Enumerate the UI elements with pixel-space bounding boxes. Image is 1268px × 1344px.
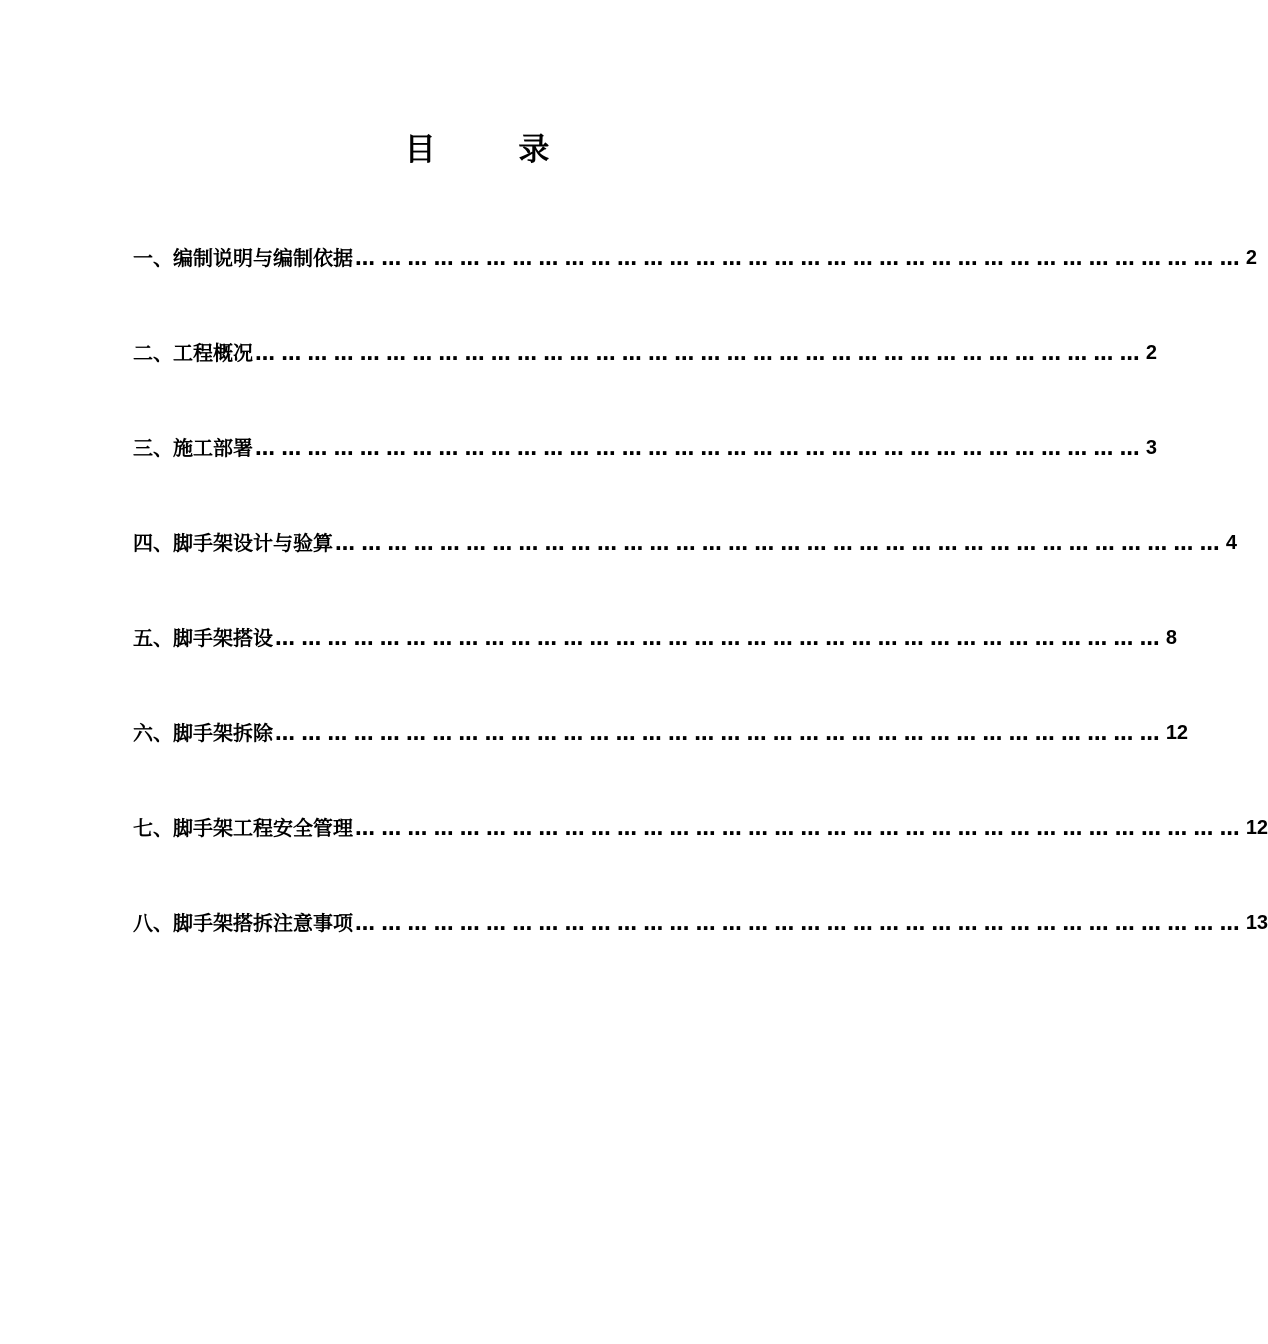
- toc-entry-label: 四、脚手架设计与验算: [133, 531, 333, 555]
- toc-page-number: 13: [1245, 912, 1268, 934]
- toc-entry-8[interactable]: [133, 908, 1268, 938]
- toc-leader-dots: …………………………………………………………………………………………: [275, 721, 1166, 745]
- toc-entry-label: 六、脚手架拆除: [133, 721, 273, 745]
- toc-entry-label: 八、脚手架搭拆注意事项: [133, 911, 353, 935]
- toc-entry-6[interactable]: [133, 718, 1189, 748]
- toc-entry-label: 七、脚手架工程安全管理: [133, 816, 353, 840]
- toc-entry-3[interactable]: [133, 433, 1157, 463]
- toc-entry-label: 五、脚手架搭设: [133, 626, 273, 650]
- toc-entry-label: 二、工程概况: [133, 341, 253, 365]
- toc-leader-dots: …………………………………………………………………………………………: [275, 626, 1166, 650]
- toc-page-number: 2: [1245, 247, 1257, 269]
- toc-leader-dots: …………………………………………………………………………………………: [355, 246, 1246, 270]
- toc-page-number: 3: [1145, 437, 1157, 459]
- page-title: 目 录: [404, 132, 586, 168]
- toc-leader-dots: …………………………………………………………………………………………: [255, 436, 1146, 460]
- toc-page-number: 12: [1165, 722, 1189, 744]
- toc-entry-label: 三、施工部署: [133, 436, 253, 460]
- toc-page-number: 8: [1165, 627, 1177, 649]
- toc-leader-dots: …………………………………………………………………………………………: [335, 531, 1226, 555]
- toc-leader-dots: …………………………………………………………………………………………: [355, 911, 1246, 935]
- toc-entry-5[interactable]: [133, 623, 1177, 653]
- toc-leader-dots: …………………………………………………………………………………………: [255, 341, 1146, 365]
- toc-entry-7[interactable]: [133, 813, 1268, 843]
- toc-entry-1[interactable]: [133, 243, 1257, 273]
- toc-page-number: 4: [1225, 532, 1237, 554]
- toc-entry-4[interactable]: [133, 528, 1237, 558]
- toc-entry-2[interactable]: [133, 338, 1157, 368]
- toc-leader-dots: …………………………………………………………………………………………: [355, 816, 1246, 840]
- toc-page-number: 12: [1245, 817, 1268, 839]
- toc-entry-label: 一、编制说明与编制依据: [133, 246, 353, 270]
- toc-page-number: 2: [1145, 342, 1157, 364]
